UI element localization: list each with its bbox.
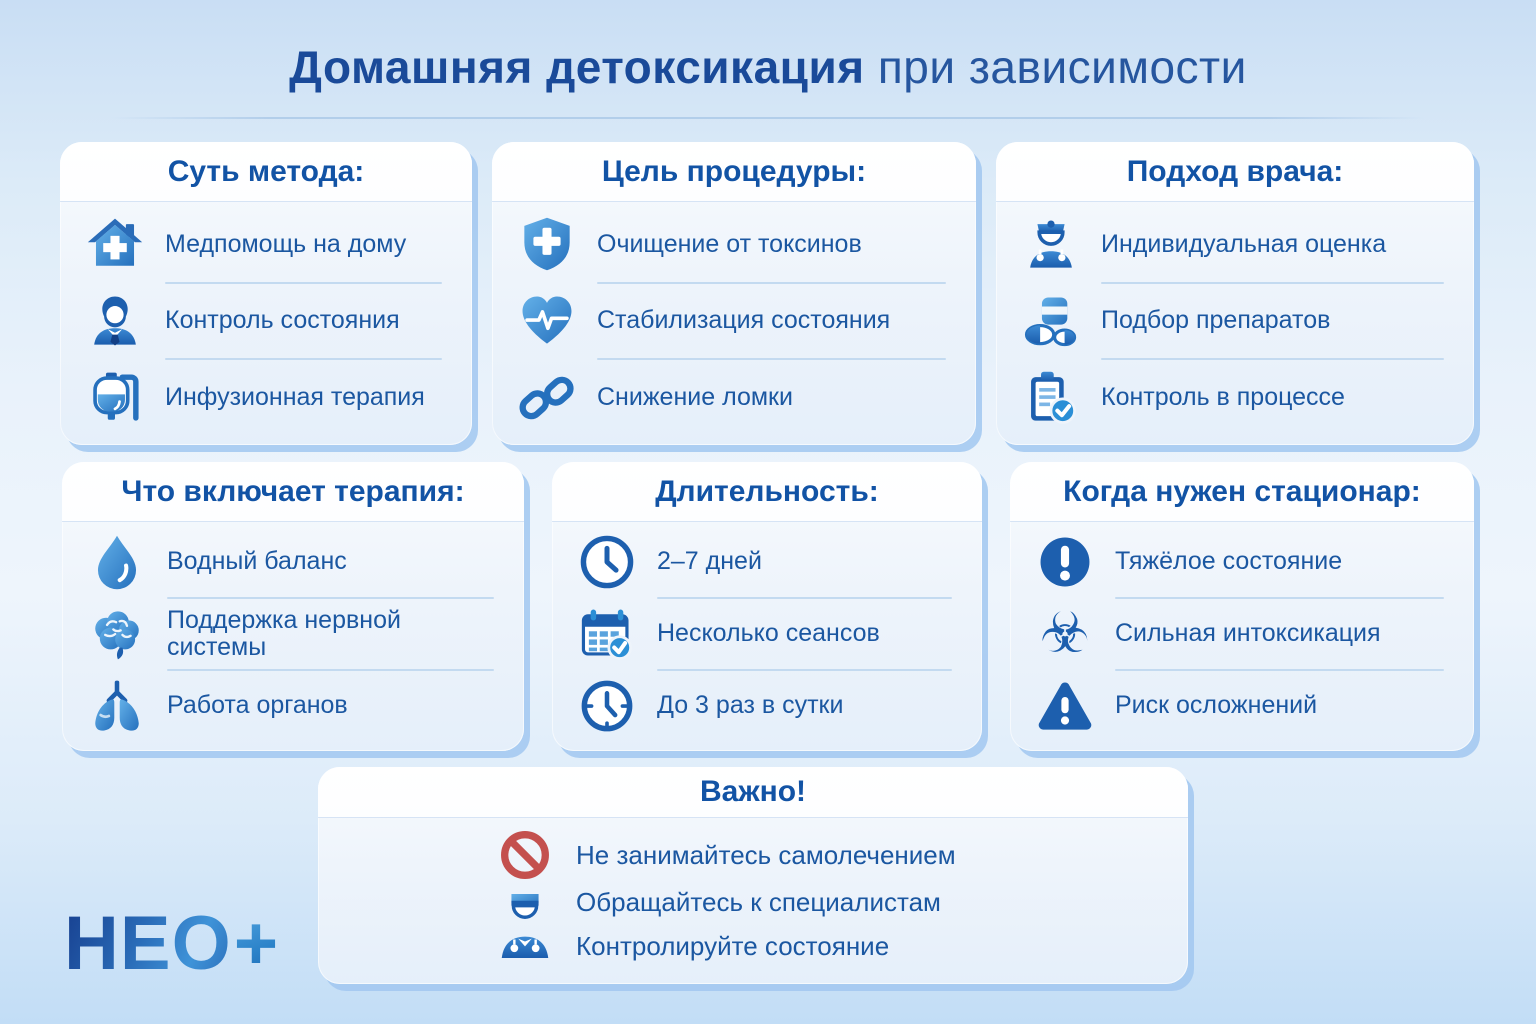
list-item: [518, 284, 950, 359]
item-label: Инфузионная терапия: [165, 382, 425, 411]
brand-logo: [64, 901, 280, 986]
calendar-check-icon: [578, 605, 636, 663]
surgeon-icon: [490, 886, 560, 964]
card-title: Длительность:: [552, 462, 982, 521]
card-title: Цель процедуры:: [492, 142, 976, 201]
list-item: [1022, 207, 1448, 282]
card-title: Подход врача:: [996, 142, 1474, 201]
warning-triangle-icon: [1036, 677, 1094, 735]
biohazard-icon: ☣: [1039, 601, 1091, 666]
item-label: Сильная интоксикация: [1115, 619, 1381, 648]
list-item: [518, 207, 950, 282]
clock-icon: [578, 533, 636, 591]
card-method-essence: [60, 142, 472, 445]
pills-icon: [1022, 292, 1080, 350]
list-item: [518, 360, 950, 435]
chain-icon: [518, 369, 576, 427]
doctor-icon: [86, 292, 144, 350]
important-item-label: Обращайтесь к специалистам: [576, 887, 941, 918]
list-item: [1036, 599, 1448, 669]
item-label: До 3 раз в сутки: [657, 691, 844, 720]
item-label: Контроль состояния: [165, 306, 400, 335]
list-item: [88, 527, 498, 597]
water-drop-icon: [88, 533, 146, 591]
item-label: Очищение от токсинов: [597, 229, 862, 258]
page-title: [0, 40, 1536, 94]
list-item: [86, 360, 446, 435]
item-label: Тяжёлое состояние: [1115, 547, 1343, 576]
lungs-icon: [88, 677, 146, 735]
item-label: Подбор препаратов: [1101, 306, 1331, 335]
list-item: [88, 671, 498, 741]
list-item: [1036, 527, 1448, 597]
exclamation-circle-icon: [1036, 533, 1094, 591]
list-item: [578, 599, 956, 669]
shield-cross-icon: [518, 215, 576, 273]
clipboard-check-icon: [1022, 369, 1080, 427]
item-label: Контроль в процессе: [1101, 382, 1345, 411]
item-label: Медпомощь на дому: [165, 229, 407, 258]
list-item: [578, 527, 956, 597]
alarm-clock-icon: [578, 677, 636, 735]
list-item: [88, 599, 498, 669]
card-hospital-needed: [1010, 462, 1474, 751]
doctor-cap-icon: [1022, 215, 1080, 273]
house-medical-icon: [86, 215, 144, 273]
card-doctor-approach: [996, 142, 1474, 445]
card-title: Важно!: [318, 767, 1188, 817]
card-title: Что включает терапия:: [62, 462, 524, 521]
page-title-regular: при зависимости: [864, 41, 1247, 93]
important-item-label: Контролируйте состояние: [576, 930, 890, 961]
item-label: Риск осложнений: [1115, 691, 1318, 720]
list-item: [578, 671, 956, 741]
brain-icon: [88, 605, 146, 663]
list-item: [1022, 284, 1448, 359]
card-important: [318, 767, 1188, 984]
list-item: [1022, 360, 1448, 435]
title-divider: [110, 117, 1426, 119]
important-item-label: Не занимайтесь самолечением: [576, 839, 956, 870]
item-label: 2–7 дней: [657, 547, 762, 576]
item-label: Индивидуальная оценка: [1101, 229, 1387, 258]
page-title-bold: Домашняя детоксикация: [289, 41, 865, 93]
list-item: [86, 284, 446, 359]
card-title: Суть метода:: [60, 142, 472, 201]
item-label: Работа органов: [167, 691, 348, 720]
item-label: Поддержка нервной системы: [167, 605, 401, 661]
item-label: Водный баланс: [167, 547, 347, 576]
card-procedure-goal: [492, 142, 976, 445]
heart-pulse-icon: [518, 292, 576, 350]
no-sign-icon: [490, 829, 560, 881]
list-item: [1036, 671, 1448, 741]
item-label: Стабилизация состояния: [597, 306, 891, 335]
item-label: Снижение ломки: [597, 382, 793, 411]
card-duration: [552, 462, 982, 751]
brand-logo-text: НЕО: [64, 901, 232, 986]
item-label: Несколько сеансов: [657, 619, 880, 648]
brand-logo-plus-icon: +: [233, 901, 280, 986]
card-therapy-includes: [62, 462, 524, 751]
iv-drip-icon: [86, 369, 144, 427]
list-item: [86, 207, 446, 282]
card-title: Когда нужен стационар:: [1010, 462, 1474, 521]
